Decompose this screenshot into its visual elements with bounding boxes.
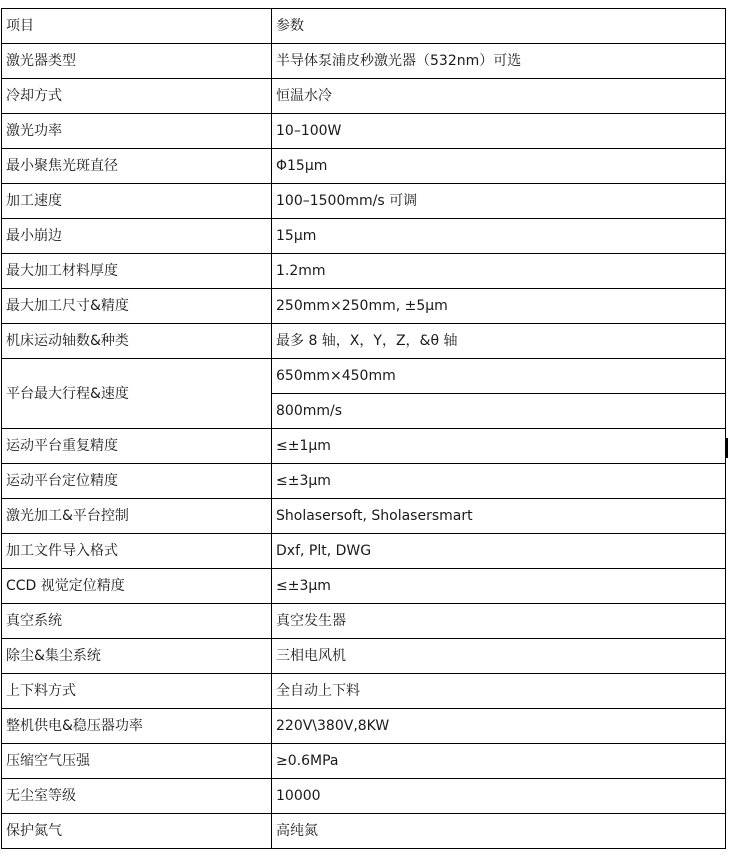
item-cell: 运动平台定位精度: [2, 464, 272, 499]
value-cell: 100–1500mm/s 可调: [272, 184, 726, 219]
value-cell: Sholasersoft, Sholasersmart: [272, 499, 726, 534]
item-cell: 最小崩边: [2, 219, 272, 254]
table-row: [2, 534, 726, 569]
value-cell: ≤±3μm: [272, 464, 726, 499]
value-cell: 250mm×250mm, ±5μm: [272, 289, 726, 324]
table-row: [2, 674, 726, 709]
table-row: [2, 499, 726, 534]
value-cell: 最多 8 轴，X，Y，Z，&θ 轴: [272, 324, 726, 359]
header-item-cell: 项目: [2, 9, 272, 44]
table-row: [2, 44, 726, 79]
table-row: [2, 604, 726, 639]
table-row: [2, 709, 726, 744]
table-row: [2, 254, 726, 289]
item-cell: 机床运动轴数&种类: [2, 324, 272, 359]
value-cell: ≤±3μm: [272, 569, 726, 604]
item-cell: 激光加工&平台控制: [2, 499, 272, 534]
table-row: [2, 79, 726, 114]
table-row: [2, 569, 726, 604]
value-cell: 10–100W: [272, 114, 726, 149]
table-row: [2, 184, 726, 219]
header-param-cell: 参数: [272, 9, 726, 44]
value-cell: 真空发生器: [272, 604, 726, 639]
value-cell: 800mm/s: [272, 394, 726, 429]
table-row: [2, 779, 726, 814]
item-cell: 最大加工材料厚度: [2, 254, 272, 289]
table-row: [2, 744, 726, 779]
value-cell: 220V\380V,8KW: [272, 709, 726, 744]
table-row: [2, 289, 726, 324]
table-row: [2, 114, 726, 149]
item-cell: CCD 视觉定位精度: [2, 569, 272, 604]
value-cell: ≥0.6MPa: [272, 744, 726, 779]
table-header-row: [2, 9, 726, 44]
item-cell: 保护氮气: [2, 814, 272, 849]
spec-table: [1, 8, 726, 849]
table-row: [2, 219, 726, 254]
item-cell: 平台最大行程&速度: [2, 359, 272, 429]
table-row: [2, 464, 726, 499]
item-cell: 上下料方式: [2, 674, 272, 709]
item-cell: 激光器类型: [2, 44, 272, 79]
item-cell: 真空系统: [2, 604, 272, 639]
value-cell: 半导体泵浦皮秒激光器（532nm）可选: [272, 44, 726, 79]
item-cell: 运动平台重复精度: [2, 429, 272, 464]
value-cell: 1.2mm: [272, 254, 726, 289]
item-cell: 最小聚焦光斑直径: [2, 149, 272, 184]
item-cell: 激光功率: [2, 114, 272, 149]
value-cell: 恒温水冷: [272, 79, 726, 114]
table-row: [2, 639, 726, 674]
item-cell: 加工文件导入格式: [2, 534, 272, 569]
value-cell: Dxf, Plt, DWG: [272, 534, 726, 569]
table-row: [2, 359, 726, 394]
value-cell: 15μm: [272, 219, 726, 254]
value-cell: ≤±1μm: [272, 429, 726, 464]
table-row: [2, 324, 726, 359]
right-edge-marker: [726, 438, 728, 458]
value-cell: Φ15μm: [272, 149, 726, 184]
item-cell: 冷却方式: [2, 79, 272, 114]
value-cell: 三相电风机: [272, 639, 726, 674]
item-cell: 无尘室等级: [2, 779, 272, 814]
table-row: [2, 429, 726, 464]
item-cell: 加工速度: [2, 184, 272, 219]
item-cell: 整机供电&稳压器功率: [2, 709, 272, 744]
value-cell: 高纯氮: [272, 814, 726, 849]
table-row: [2, 814, 726, 849]
item-cell: 压缩空气压强: [2, 744, 272, 779]
value-cell: 650mm×450mm: [272, 359, 726, 394]
value-cell: 全自动上下料: [272, 674, 726, 709]
item-cell: 最大加工尺寸&精度: [2, 289, 272, 324]
value-cell: 10000: [272, 779, 726, 814]
item-cell: 除尘&集尘系统: [2, 639, 272, 674]
table-row: [2, 149, 726, 184]
